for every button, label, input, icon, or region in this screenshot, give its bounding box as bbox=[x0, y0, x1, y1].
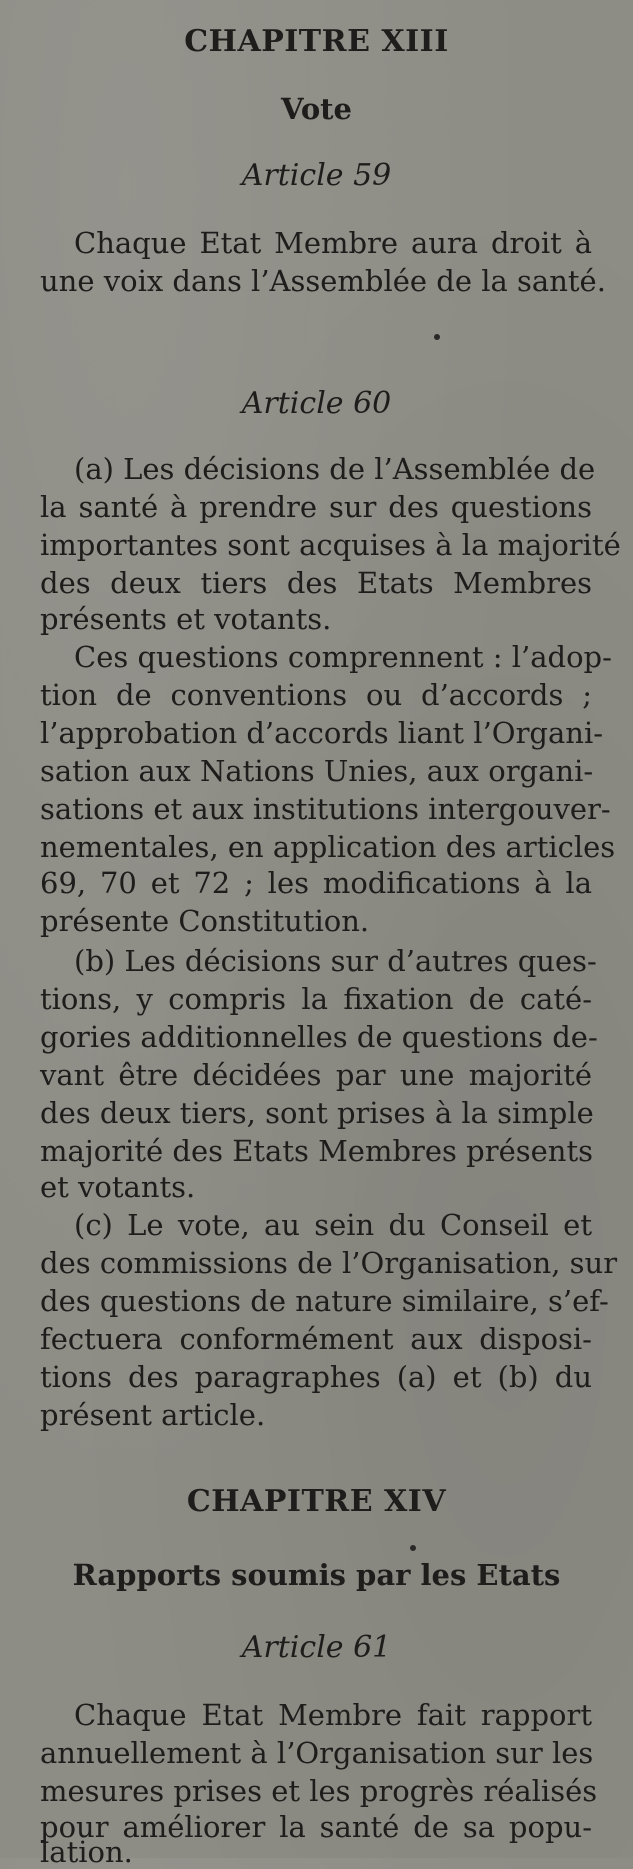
article-61-line: mesures prises et les progrès réalisés bbox=[40, 1774, 598, 1808]
chapter-xiii-heading: CHAPITRE XIII bbox=[184, 24, 449, 59]
article-60-line: fectuera conformément aux disposi- bbox=[40, 1322, 592, 1356]
article-60-line: (b) Les décisions sur d’autres ques- bbox=[74, 944, 597, 978]
article-61-line: lation. bbox=[40, 1835, 133, 1869]
article-60-line: des commissions de l’Organisation, sur bbox=[40, 1246, 618, 1280]
article-60-line: sation aux Nations Unies, aux organi- bbox=[40, 754, 594, 788]
article-61-line: annuellement à l’Organisation sur les bbox=[40, 1736, 594, 1770]
article-61-line: pour améliorer la santé de sa popu- bbox=[40, 1810, 592, 1844]
article-60-line: nementales, en application des articles bbox=[40, 830, 616, 864]
article-60-line: et votants. bbox=[40, 1170, 196, 1204]
article-59-line: Chaque Etat Membre aura droit à bbox=[74, 226, 592, 260]
article-60-heading: Article 60 bbox=[241, 386, 392, 421]
article-60-line: présent article. bbox=[40, 1398, 266, 1432]
article-59-line: une voix dans l’Assemblée de la santé. bbox=[40, 264, 606, 298]
chapter-xiv-heading: CHAPITRE XIV bbox=[186, 1484, 447, 1519]
ornament-dot bbox=[434, 334, 440, 340]
article-60-line: Ces questions comprennent : l’adop- bbox=[74, 640, 612, 674]
article-61-heading: Article 61 bbox=[241, 1630, 392, 1665]
article-60-line: tions, y compris la fixation de caté- bbox=[40, 982, 592, 1016]
article-60-line: la santé à prendre sur des questions bbox=[40, 490, 592, 524]
article-60-line: gories additionnelles de questions de- bbox=[40, 1020, 598, 1054]
article-60-line: importantes sont acquises à la majorité bbox=[40, 528, 621, 562]
article-61-line: Chaque Etat Membre fait rapport bbox=[74, 1698, 592, 1732]
chapter-xiii-title: Vote bbox=[280, 92, 353, 126]
article-60-line: des deux tiers des Etats Membres bbox=[40, 566, 592, 600]
ornament-dot bbox=[410, 1545, 416, 1551]
article-60-line: (c) Le vote, au sein du Conseil et bbox=[74, 1208, 592, 1242]
article-60-line: tion de conventions ou d’accords ; bbox=[40, 678, 592, 712]
article-60-line: vant être décidées par une majorité bbox=[40, 1058, 592, 1092]
article-60-line: 69, 70 et 72 ; les modifications à la bbox=[40, 866, 592, 900]
article-60-line: présente Constitution. bbox=[40, 904, 370, 938]
article-60-line: l’approbation d’accords liant l’Organi- bbox=[40, 716, 604, 750]
article-60-line: tions des paragraphes (a) et (b) du bbox=[40, 1360, 592, 1394]
article-59-heading: Article 59 bbox=[241, 158, 392, 193]
article-60-line: des questions de nature similaire, s’ef- bbox=[40, 1284, 609, 1318]
article-60-line: (a) Les décisions de l’Assemblée de bbox=[74, 452, 596, 486]
article-60-line: majorité des Etats Membres présents bbox=[40, 1134, 593, 1168]
chapter-xiv-title: Rapports soumis par les Etats bbox=[72, 1558, 561, 1592]
article-60-line: des deux tiers, sont prises à la simple bbox=[40, 1096, 594, 1130]
article-60-line: sations et aux institutions intergouver- bbox=[40, 792, 611, 826]
article-60-line: présents et votants. bbox=[40, 602, 332, 636]
